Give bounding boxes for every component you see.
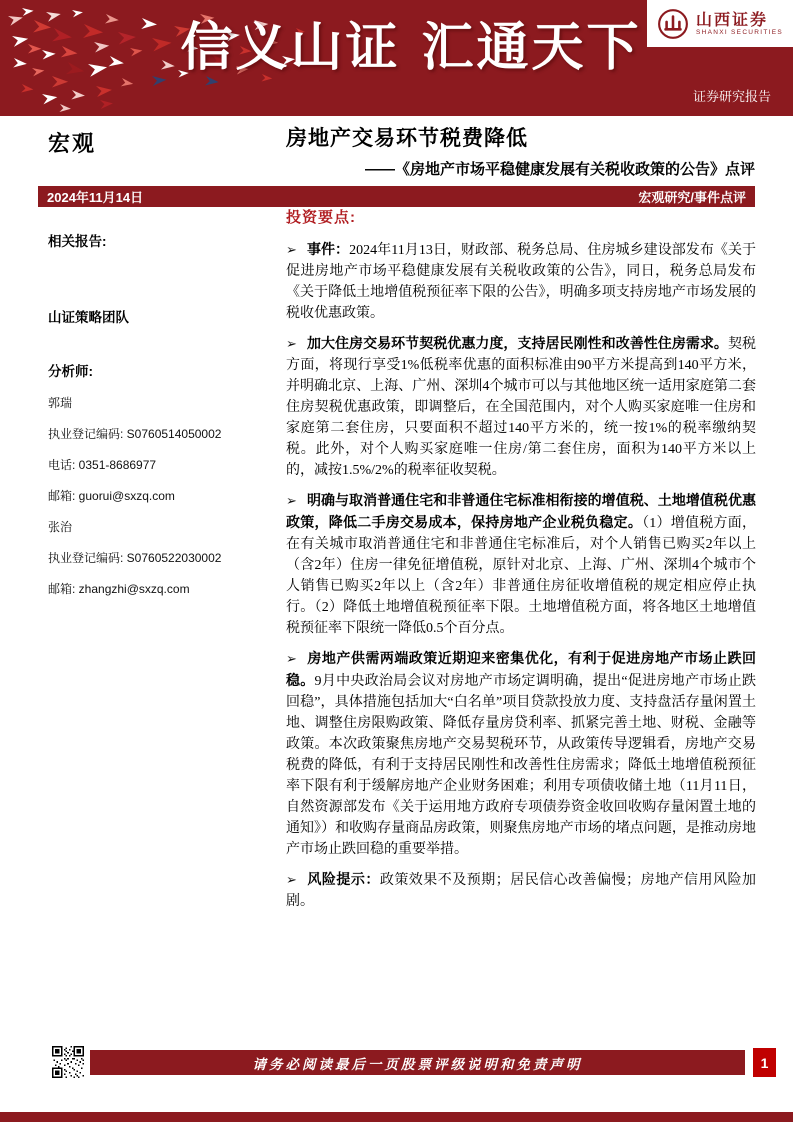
report-title: 房地产交易环节税费降低 [286, 127, 528, 150]
bullet-text: 契税方面，将现行享受1%低税率优惠的面积标准由90平方米提高到140平方米，并明确北京、上海、广州、深圳4个城市可以与其他地区统一适用家庭第二套住房契税优惠政策，即调整后，在全国范围内，对个人购买家庭唯一住房和家庭第二套住房，只要面积不超过140平方米的，统一按1%的税率缴纳契税。此外，对个人购买家庭唯一住房/第二套住房，面积为140平方米以上的，减按1.5%/2%的税率征收契税。 [286, 337, 757, 478]
analyst-email: 邮箱: guorui@sxzq.com [48, 489, 175, 503]
analyst-license: 执业登记编码: S0760514050002 [48, 427, 222, 441]
bullet-arrow-icon: ➢ [286, 494, 297, 509]
bullet-event [286, 239, 756, 324]
footer-disclaimer-text: 请务必阅读最后一页股票评级说明和免责声明 [252, 1056, 583, 1072]
report-date: 2024年11月14日 [47, 190, 144, 205]
brand-slogan: 信义山证 汇通天下 [180, 17, 642, 78]
analyst-phone: 电话: 0351-8686977 [48, 458, 157, 472]
bullet-lead: 明确与取消普通住宅和非普通住宅标准相衔接的增值税、土地增值税优惠政策，降低二手房交易成本，保持房地产企业税负稳定。 [286, 492, 756, 530]
report-section: 宏观研究/事件点评 [638, 190, 746, 205]
bullet-text: 9月中央政治局会议对房地产市场定调明确，提出“促进房地产市场止跌回稳”，具体措施包括加大“白名单”项目贷款投放力度、支持盘活存量闲置土地、调整住房限购政策、降低存量房贷利率、抓紧完善土地、财税、金融等政策。本次政策聚焦房地产交易契税环节，从政策传导逻辑看，房地产交易税费的降低，有利于支持居民刚性和改善性住房需求；降低土地增值税预征率下限有利于缓解房地产企业财务困难；利用专项债收储土地（11月11日，自然资源部发布《关于运用地方政府专项债券资金收回收购存量闲置土地的通知》）和收购存量商品房政策，则聚焦房地产市场的堵点问题，是推动房地产市场止跌回稳的重要举措。 [286, 674, 757, 857]
meta-bar [38, 186, 755, 207]
investment-highlights-label: 投资要点: [286, 209, 356, 226]
analyst-name: 张治 [48, 520, 73, 534]
analysts-label: 分析师: [48, 364, 93, 379]
report-category: 宏观 [48, 131, 97, 156]
bullet-text: 2024年11月13日，财政部、税务总局、住房城乡建设部发布《关于促进房地产市场平稳健康发展有关税收政策的公告》，同日，税务总局发布《关于降低土地增值税预征率下限的公告》，明确多项支持房地产市场发展的税收优惠政策。 [286, 243, 757, 321]
qr-code [52, 1046, 84, 1078]
report-type-label: 证券研究报告 [692, 89, 771, 104]
bullet-lead: 加大住房交易环节契税优惠力度，支持居民刚性和改善性住房需求。 [306, 335, 728, 351]
bullet-lead: 事件： [306, 241, 350, 257]
shanxi-securities-emblem-icon [657, 8, 689, 40]
bullet-policy-outlook [286, 648, 756, 860]
main-content [286, 206, 756, 921]
bullet-risk-warning [286, 869, 756, 912]
analyst-email: 邮箱: zhangzhi@sxzq.com [48, 582, 190, 596]
footer-disclaimer-bar [90, 1050, 745, 1075]
analyst-name: 郭瑞 [48, 396, 73, 410]
report-subtitle: ——《房地产市场平稳健康发展有关税收政策的公告》点评 [364, 161, 755, 178]
bullet-deed-tax [286, 333, 756, 481]
bullet-arrow-icon: ➢ [286, 652, 297, 667]
analyst-license: 执业登记编码: S0760522030002 [48, 551, 222, 565]
company-logo [647, 0, 793, 47]
bullet-arrow-icon: ➢ [286, 873, 297, 888]
bullet-text: 政策效果不及预期；居民信心改善偏慢；房地产信用风险加剧。 [286, 873, 756, 909]
team-name: 山证策略团队 [48, 310, 129, 325]
analyst-block [48, 394, 263, 504]
page-number-badge: 1 [753, 1048, 776, 1077]
logo-text [696, 11, 783, 36]
related-reports-label: 相关报告: [48, 234, 107, 249]
bullet-text: （1）增值税方面，在有关城市取消普通住宅和非普通住宅标准后，对个人销售已购买2年以上（含2年）住房一律免征增值税，原针对北京、上海、广州、深圳4个城市个人销售已购买2年以上（含2年）非普通住房征收增值税的规定相应停止执行。（2）降低土地增值税预征率下限。土地增值税方面，将各地区土地增值税预征率下限统一降低0.5个百分点。 [286, 516, 757, 636]
sidebar [48, 230, 263, 597]
analyst-block [48, 518, 263, 597]
bottom-border-strip [0, 1112, 793, 1122]
bullet-arrow-icon: ➢ [286, 243, 297, 258]
logo-name: 山西证券 [695, 10, 768, 29]
logo-name-en: SHANXI SECURITIES [695, 29, 784, 36]
bullet-vat-land-tax [286, 490, 756, 639]
bullet-arrow-icon: ➢ [286, 337, 297, 352]
bullet-lead: 风险提示： [306, 871, 380, 887]
bullet-lead: 房地产供需两端政策近期迎来密集优化，有利于促进房地产市场止跌回稳。 [286, 650, 756, 688]
header-band [0, 0, 793, 116]
